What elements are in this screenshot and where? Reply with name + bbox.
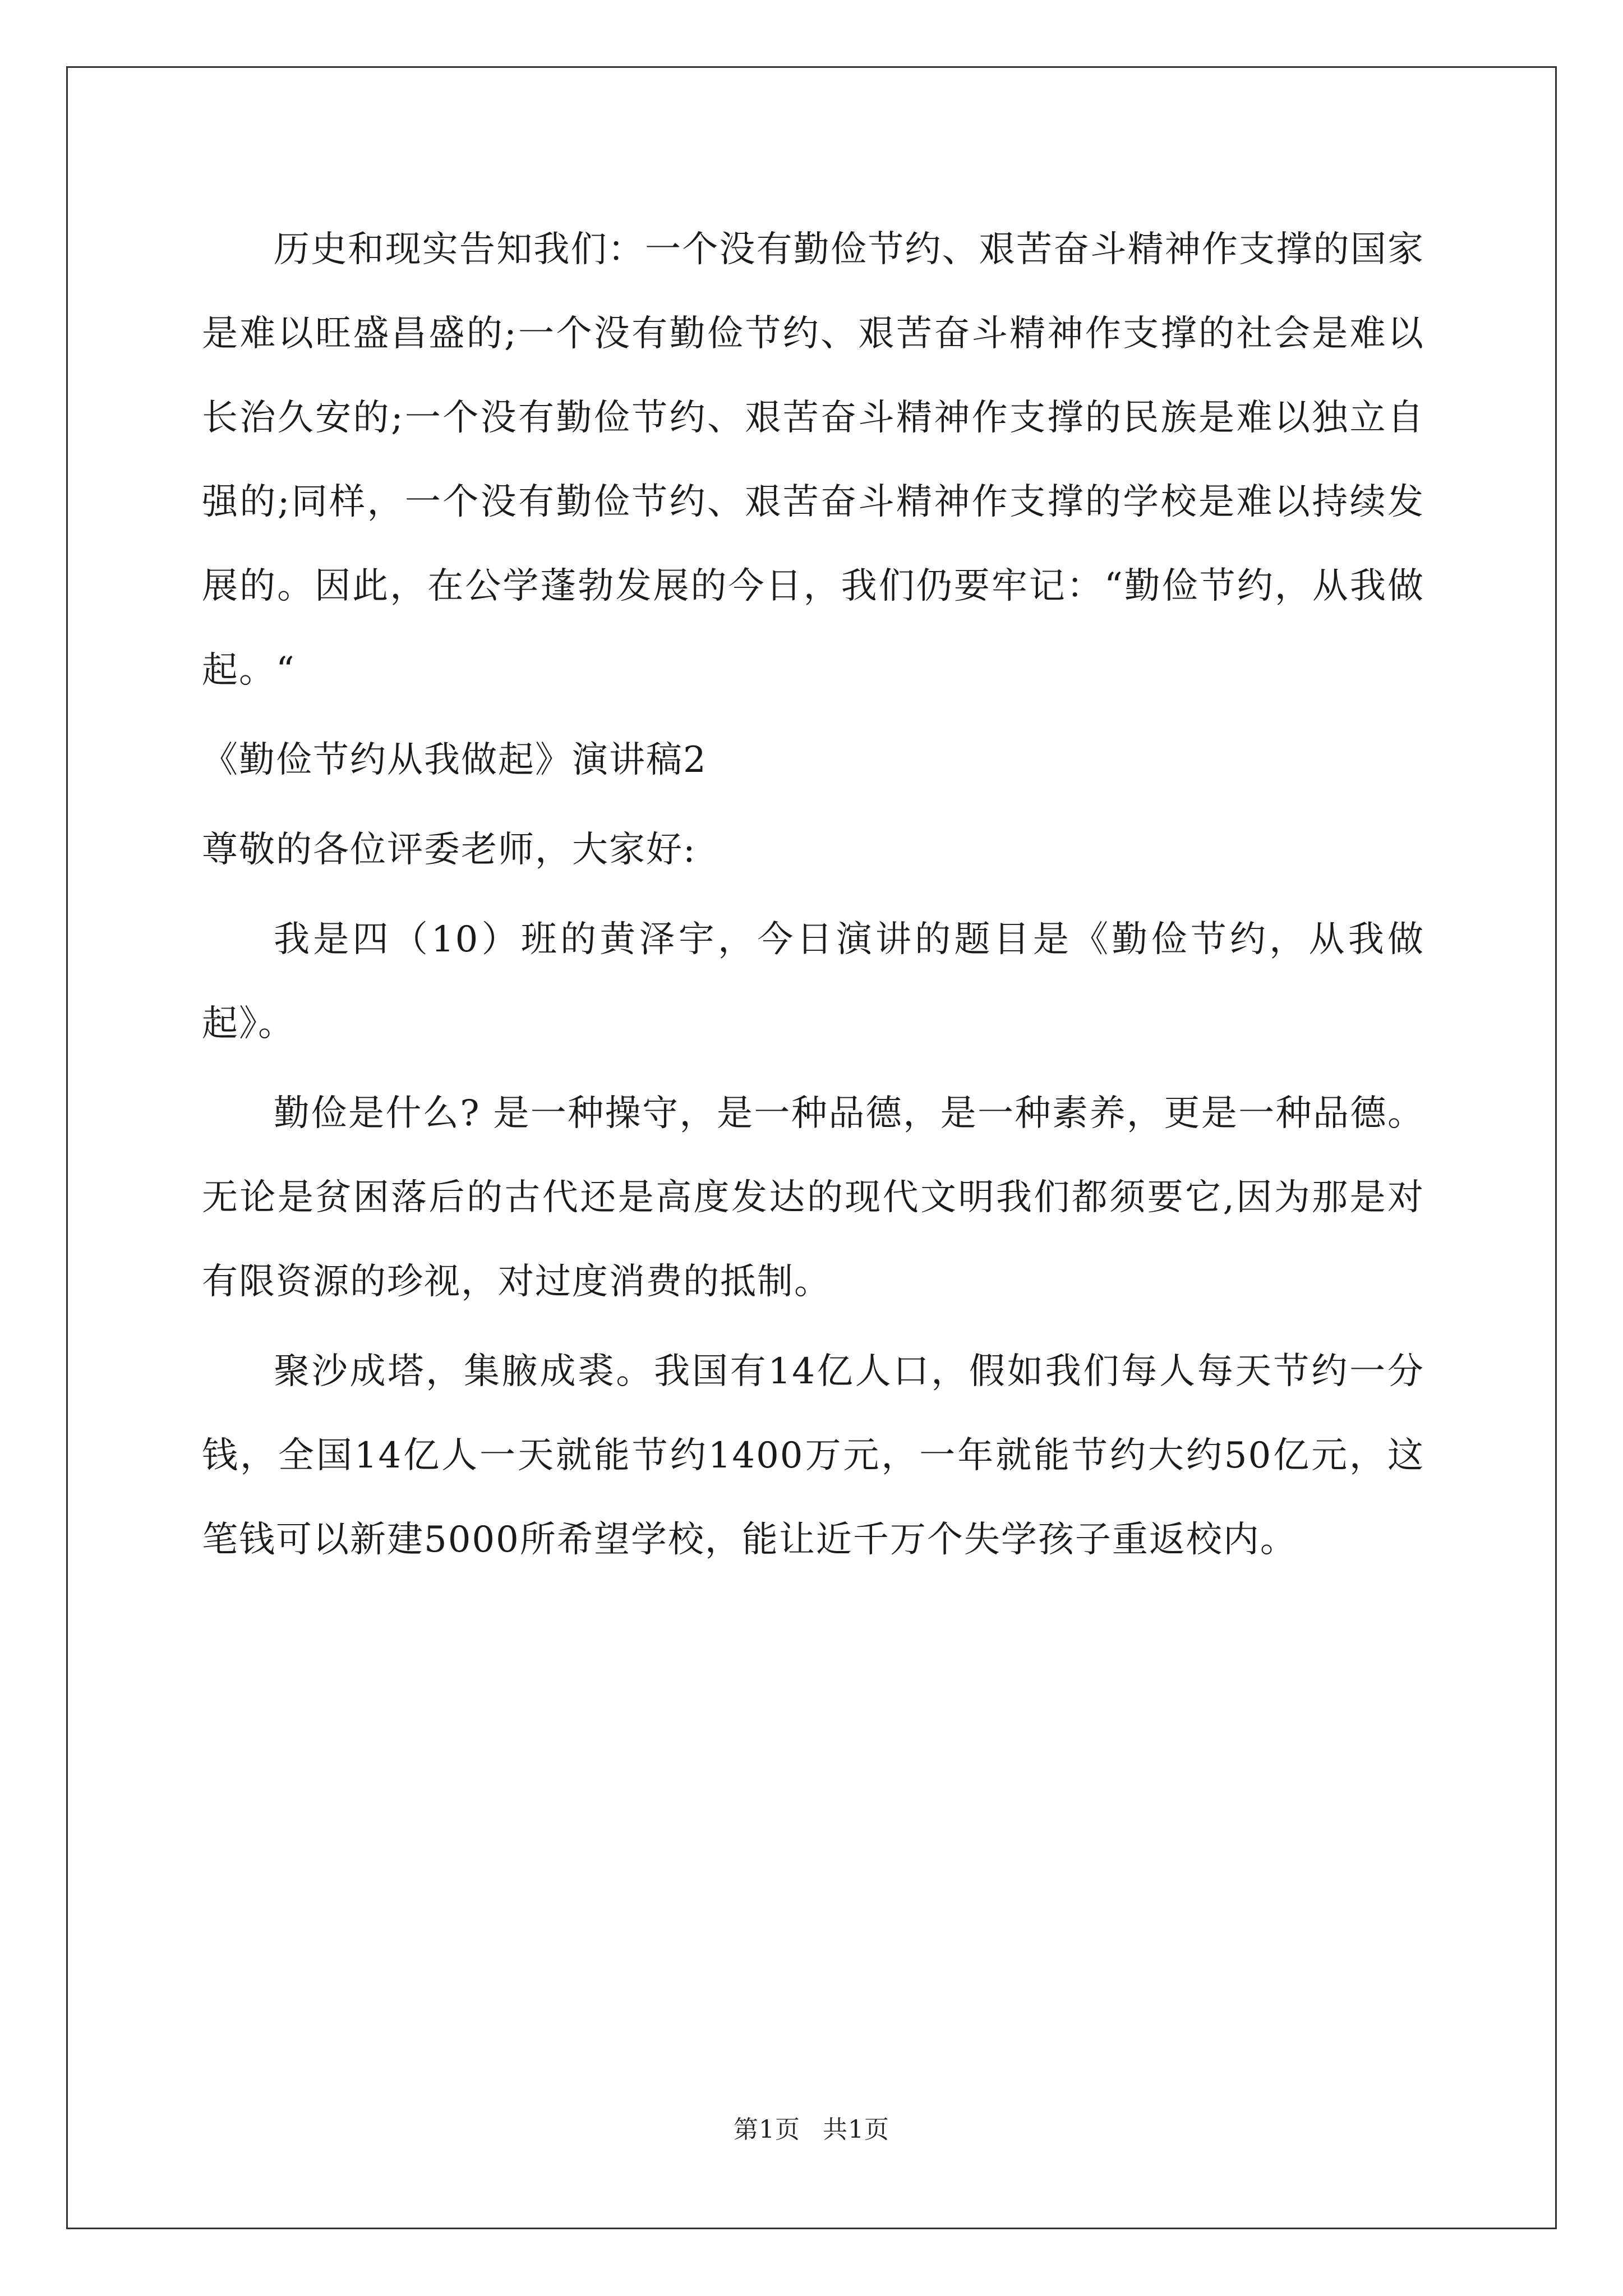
page-total: 共1页 xyxy=(823,2115,889,2144)
salutation: 尊敬的各位评委老师，大家好: xyxy=(202,829,697,871)
paragraph-intro: 我是四（10）班的黄泽宇，今日演讲的题目是《勤俭节约，从我做起》。 xyxy=(202,919,1424,1045)
page-number: 第1页 xyxy=(734,2115,800,2144)
paragraph-1: 历史和现实告知我们：一个没有勤俭节约、艰苦奋斗精神作支撑的国家是难以旺盛昌盛的;一个没有勤俭节约、艰苦奋斗精神作支撑的社会是难以长治久安的;一个没有勤俭节约、艰苦奋斗精神作支撑的民族是难以独立自强的;同样，一个没有勤俭节约、艰苦奋斗精神作支撑的学校是难以持续发展的。因此，在公学蓬勃发展的今日，我们仍要牢记：“勤俭节约，从我做起。“ xyxy=(202,229,1424,691)
speech-title: 《勤俭节约从我做起》演讲稿2 xyxy=(202,739,707,781)
paragraph-thrift: 勤俭是什么? 是一种操守，是一种品德，是一种素养，更是一种品德。无论是贫困落后的古代还是高度发达的现代文明我们都须要它,因为那是对有限资源的珍视，对过度消费的抵制。 xyxy=(202,1093,1424,1303)
document-body xyxy=(202,208,1424,1582)
page-footer xyxy=(0,2109,1623,2145)
paragraph-savings: 聚沙成塔，集腋成裘。我国有14亿人口，假如我们每人每天节约一分钱，全国14亿人一天就能节约1400万元，一年就能节约大约50亿元，这笔钱可以新建5000所希望学校，能让近千万个失学孩子重返校内。 xyxy=(202,1351,1424,1561)
